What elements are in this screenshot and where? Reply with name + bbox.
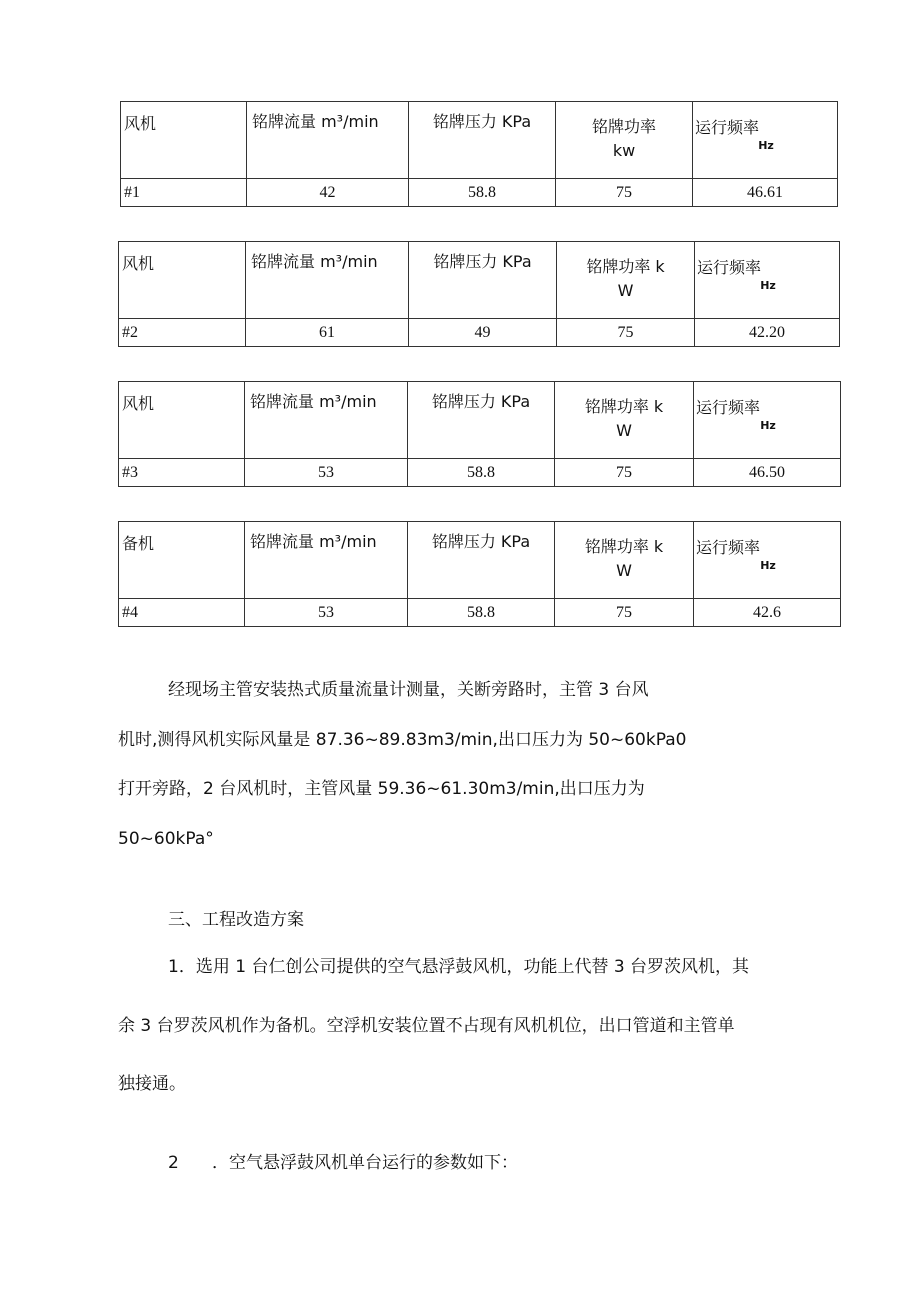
header-power: [555, 522, 694, 599]
cell-power: 75: [555, 599, 694, 627]
cell-frequency: 46.50: [694, 459, 841, 487]
header-power: [556, 102, 693, 179]
header-power-line2: kw: [612, 141, 636, 160]
header-power-line2: W: [617, 281, 634, 300]
cell-power: 75: [557, 319, 695, 347]
header-flow: 铭牌流量 m³/min: [245, 382, 408, 459]
measurement-line-1: 经现场主管安装热式质量流量计测量，关断旁路时，主管 3 台风: [168, 680, 649, 700]
cell-flow: 61: [246, 319, 409, 347]
header-power: [555, 382, 694, 459]
header-power-line2: W: [616, 421, 632, 440]
measurement-line-4: 50~60kPa°: [118, 829, 214, 849]
item1-line-1: 1．选用 1 台仁创公司提供的空气悬浮鼓风机，功能上代替 3 台罗茨风机，其: [168, 957, 750, 977]
header-power-line1: 铭牌功率 k: [584, 537, 664, 556]
header-flow: 铭牌流量 m³/min: [247, 102, 409, 179]
header-frequency-label: 运行频率: [696, 538, 761, 557]
cell-pressure: 58.8: [409, 179, 556, 207]
header-frequency-label: 运行频率: [695, 118, 760, 137]
header-flow: 铭牌流量 m³/min: [245, 522, 408, 599]
header-frequency: [695, 242, 840, 319]
table-row: [119, 459, 841, 487]
cell-flow: 53: [245, 599, 408, 627]
header-power: [557, 242, 695, 319]
measurement-line-3: 打开旁路，2 台风机时，主管风量 59.36~61.30m3/min,出口压力为: [118, 779, 645, 799]
header-frequency-unit: Hz: [760, 419, 776, 432]
header-frequency-label: 运行频率: [697, 258, 762, 277]
header-power-line2: W: [616, 561, 632, 580]
fan-spec-table-3: [118, 381, 841, 487]
fan-spec-table-2: [118, 241, 840, 347]
cell-flow: 42: [247, 179, 409, 207]
header-fan: 风机: [119, 382, 245, 459]
item2-number: 2: [168, 1153, 179, 1173]
cell-fan-id: #3: [119, 459, 245, 487]
cell-frequency: 42.6: [694, 599, 841, 627]
header-frequency-label: 运行频率: [696, 398, 761, 417]
header-power-line1: 铭牌功率 k: [584, 397, 664, 416]
fan-spec-table-4: [118, 521, 841, 627]
cell-fan-id: #4: [119, 599, 245, 627]
header-frequency: [694, 522, 841, 599]
section-heading: 三、工程改造方案: [168, 910, 304, 930]
table-row: [119, 319, 840, 347]
header-frequency-unit: Hz: [760, 559, 776, 572]
cell-pressure: 49: [409, 319, 557, 347]
header-pressure: 铭牌压力 KPa: [409, 242, 557, 319]
item1-line-2: 余 3 台罗茨风机作为备机。空浮机安装位置不占现有风机机位，出口管道和主管单: [118, 1016, 735, 1036]
cell-frequency: 46.61: [693, 179, 838, 207]
header-frequency: [694, 382, 841, 459]
cell-fan-id: #2: [119, 319, 246, 347]
table-header-row: [119, 242, 840, 319]
cell-fan-id: #1: [121, 179, 247, 207]
cell-power: 75: [556, 179, 693, 207]
cell-power: 75: [555, 459, 694, 487]
header-power-line1: 铭牌功率 k: [586, 257, 665, 276]
header-pressure: 铭牌压力 KPa: [409, 102, 556, 179]
item1-line-3: 独接通。: [118, 1074, 186, 1094]
header-fan: 备机: [119, 522, 245, 599]
header-flow: 铭牌流量 m³/min: [246, 242, 409, 319]
header-frequency-unit: Hz: [760, 279, 776, 292]
header-pressure: 铭牌压力 KPa: [408, 522, 555, 599]
cell-flow: 53: [245, 459, 408, 487]
header-power-line1: 铭牌功率: [591, 117, 656, 136]
table-row: [121, 179, 838, 207]
cell-pressure: 58.8: [408, 599, 555, 627]
measurement-line-2: 机时,测得风机实际风量是 87.36~89.83m3/min,出口压力为 50~60kPa0: [118, 730, 687, 750]
cell-frequency: 42.20: [695, 319, 840, 347]
header-fan: 风机: [121, 102, 247, 179]
fan-spec-table-1: [120, 101, 838, 207]
header-frequency-unit: Hz: [758, 139, 774, 152]
header-frequency: [693, 102, 838, 179]
cell-pressure: 58.8: [408, 459, 555, 487]
table-header-row: [121, 102, 838, 179]
table-row: [119, 599, 841, 627]
header-pressure: 铭牌压力 KPa: [408, 382, 555, 459]
header-fan: 风机: [119, 242, 246, 319]
table-header-row: [119, 382, 841, 459]
item2-text: ．空气悬浮鼓风机单台运行的参数如下：: [212, 1153, 518, 1173]
table-header-row: [119, 522, 841, 599]
